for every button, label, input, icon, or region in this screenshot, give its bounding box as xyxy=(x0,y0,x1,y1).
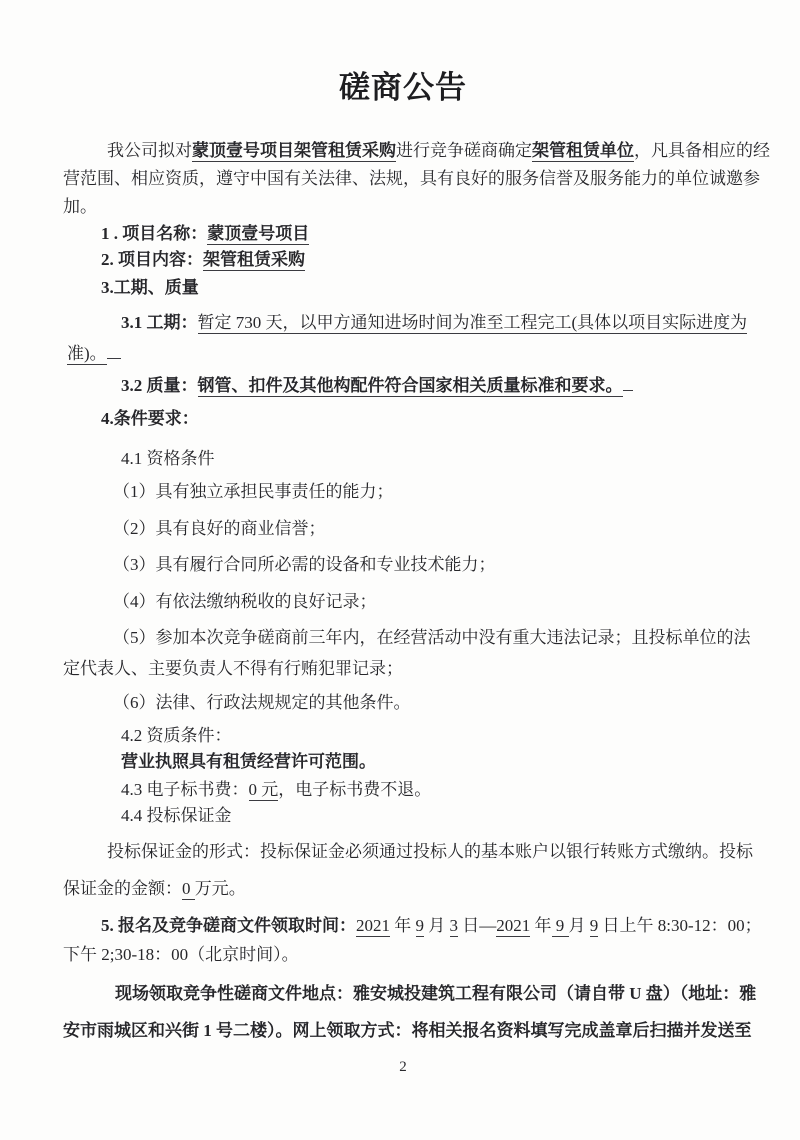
item-3-1-wrap xyxy=(63,341,743,367)
item-2-number: 2. xyxy=(101,250,118,269)
item-1-label: 项目名称： xyxy=(122,224,208,243)
date-year-1: 2021 xyxy=(356,916,390,935)
item-3-heading: 3.工期、质量 xyxy=(101,278,199,297)
deposit-line-1: 投标保证金的形式：投标保证金必须通过投标人的基本账户以银行转账方式缴纳。投标 xyxy=(107,842,753,861)
rental-unit-term: 架管租赁单位 xyxy=(532,141,634,160)
item-3-2-quality xyxy=(63,373,743,399)
clause-1: （1）具有独立承担民事责任的能力； xyxy=(113,482,394,501)
intro-line-2: 营范围、相应资质，遵守中国有关法律、法规，具有良好的服务信誉及服务能力的单位诚邀参 xyxy=(63,169,760,188)
item-4-2-value: 营业执照具有租赁经营许可范围。 xyxy=(121,752,376,771)
item-3-1-value-line2: 准)。 xyxy=(67,344,107,363)
date-day-1: 3 xyxy=(449,916,458,935)
date-sep-5: 月 xyxy=(568,916,590,935)
date-sep-2: 月 xyxy=(424,916,450,935)
clause-4: （4）有依法缴纳税收的良好记录； xyxy=(113,592,377,611)
intro-text-mid: 进行竞争磋商确定 xyxy=(396,141,532,160)
deposit-line-2 xyxy=(63,876,743,902)
item-5-label: 5. 报名及竞争磋商文件领取时间： xyxy=(101,916,356,935)
pickup-location-value: 雅安城投建筑工程有限公司（请自带 U 盘）（地址：雅 xyxy=(353,984,757,1003)
doc-title: 磋商公告 xyxy=(339,70,467,105)
item-3-2-value: 钢管、扣件及其他构配件符合国家相关质量标准和要求。 xyxy=(197,376,623,395)
date-sep-3: 日— xyxy=(458,916,497,935)
item-2-label: 项目内容： xyxy=(118,250,203,269)
date-month-1: 9 xyxy=(415,916,424,935)
intro-line-1 xyxy=(63,137,770,165)
item-1-project-name xyxy=(63,221,743,247)
date-month-2: 9 xyxy=(551,916,569,935)
item-1-value: 蒙顶壹号项目 xyxy=(207,224,310,243)
item-4-3-fee-value: 0 元 xyxy=(248,780,279,799)
intro-text-pre: 我公司拟对 xyxy=(107,141,192,160)
date-sep-4: 年 xyxy=(530,916,552,935)
project-procurement-name: 蒙顶壹号项目架管租赁采购 xyxy=(192,141,396,160)
document-content xyxy=(63,0,770,1078)
item-5-time-line1 xyxy=(63,913,762,939)
item-4-heading: 4.条件要求： xyxy=(101,409,199,428)
pickup-address-rest: 安市雨城区和兴街 1 号二楼）。 xyxy=(63,1021,293,1040)
date-year-2: 2021 xyxy=(496,916,531,935)
clause-3: （3）具有履行合同所必需的设备和专业技术能力； xyxy=(113,555,496,574)
date-day-2: 9 xyxy=(589,916,599,935)
clause-6: （6）法律、行政法规规定的其他条件。 xyxy=(113,693,411,712)
item-1-number: 1 . xyxy=(101,224,123,243)
item-4-3-fee xyxy=(63,777,743,803)
deposit-amount-unit: 万元。 xyxy=(194,879,246,898)
item-4-3-rest: ，电子标书费不退。 xyxy=(278,780,432,799)
date-sep-1: 年 xyxy=(390,916,416,935)
pickup-location-label: 现场领取竞争性磋商文件地点： xyxy=(115,984,353,1003)
page-number: 2 xyxy=(399,1059,407,1075)
clause-5-line2: 定代表人、主要负责人不得有行贿犯罪记录； xyxy=(63,659,403,678)
item-4-2-heading: 4.2 资质条件： xyxy=(121,726,232,745)
intro-text-post: ，凡具备相应的经 xyxy=(634,141,770,160)
item-3-1-label: 3.1 工期： xyxy=(121,313,198,332)
time-morning: 日上午 8:30-12：00； xyxy=(598,916,762,935)
underline-tail xyxy=(623,373,633,391)
item-5-time-line2: 下午 2;30-18：00（北京时间）。 xyxy=(63,945,299,964)
deposit-amount-value: 0 xyxy=(182,879,195,898)
online-pickup-text: 将相关报名资料填写完成盖章后扫描并发送至 xyxy=(411,1021,752,1040)
pickup-line-1 xyxy=(63,981,757,1007)
item-4-4-heading: 4.4 投标保证金 xyxy=(121,806,232,825)
item-2-value: 架管租赁采购 xyxy=(203,250,305,269)
underline-tail xyxy=(107,341,121,359)
clause-5-line1: （5）参加本次竞争磋商前三年内，在经营活动中没有重大违法记录；且投标单位的法 xyxy=(113,628,751,647)
deposit-amount-label: 保证金的金额： xyxy=(63,879,182,898)
item-3-1-value-line1: 暂定 730 天，以甲方通知进场时间为准至工程完工(具体以项目实际进度为 xyxy=(197,313,748,332)
online-pickup-label: 网上领取方式： xyxy=(292,1021,412,1040)
clause-2: （2）具有良好的商业信誉； xyxy=(113,519,326,538)
item-4-1-heading: 4.1 资格条件 xyxy=(121,449,215,468)
intro-line-3: 加。 xyxy=(63,197,97,216)
pickup-line-2 xyxy=(63,1018,752,1044)
item-2-project-content xyxy=(63,247,743,273)
item-3-1-duration xyxy=(63,310,748,336)
item-3-2-label: 3.2 质量： xyxy=(121,376,198,395)
item-4-3-label: 4.3 电子标书费： xyxy=(121,780,249,799)
